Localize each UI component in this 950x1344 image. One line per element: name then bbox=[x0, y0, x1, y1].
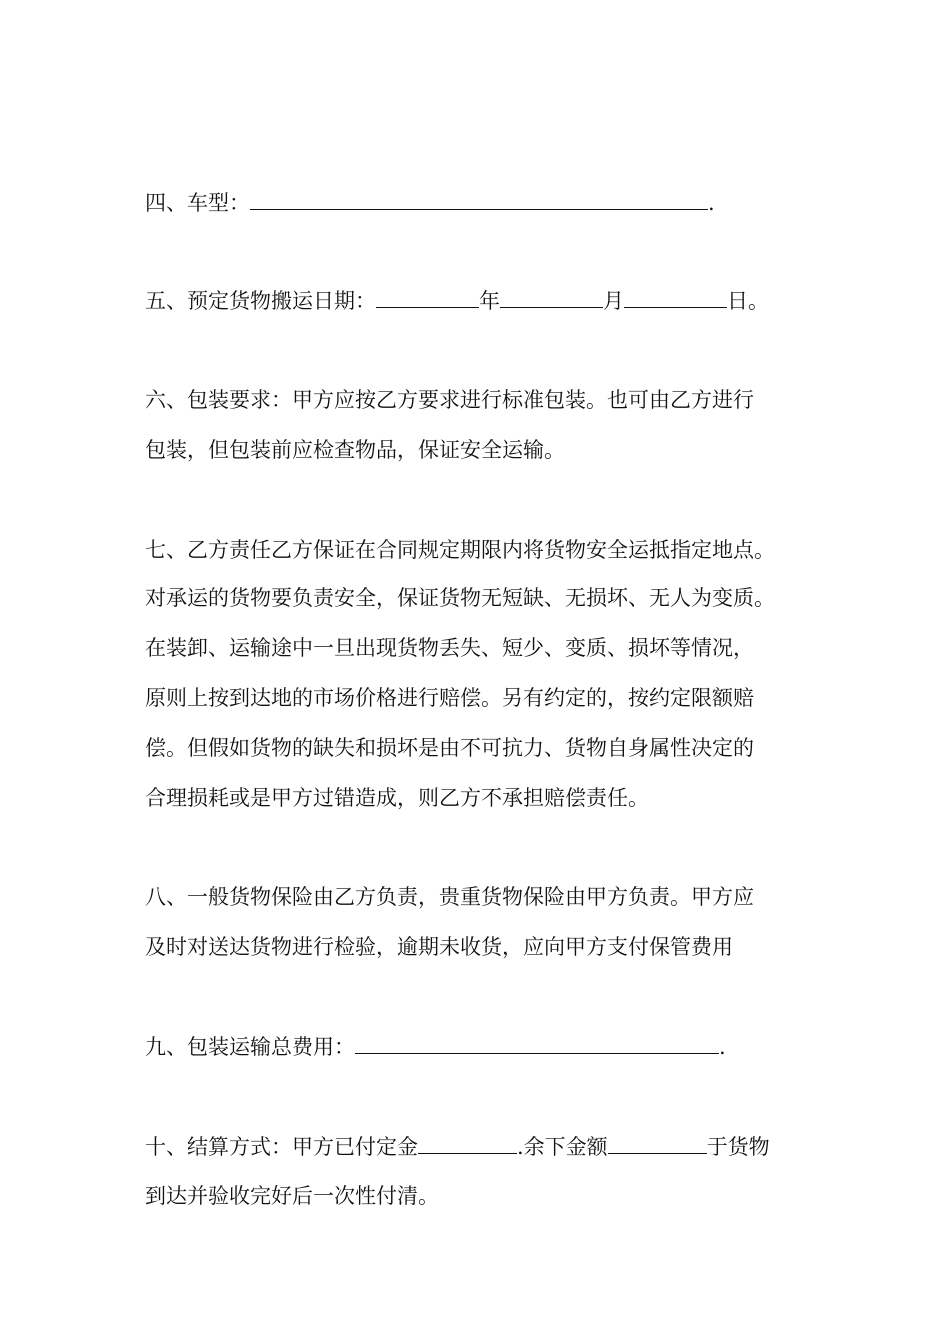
section-7-line-5: 偿。但假如货物的缺失和损坏是由不可抗力、货物自身属性决定的 bbox=[145, 736, 754, 760]
section-4-suffix: . bbox=[708, 191, 715, 215]
day-label: 日。 bbox=[727, 289, 769, 313]
section-9-suffix: . bbox=[719, 1035, 726, 1059]
section-7-line-4: 原则上按到达地的市场价格进行赔偿。另有约定的，按约定限额赔 bbox=[145, 686, 754, 710]
total-cost-blank bbox=[355, 1033, 719, 1054]
section-9-label: 九、包装运输总费用： bbox=[145, 1035, 355, 1059]
section-7-line-6: 合理损耗或是甲方过错造成，则乙方不承担赔偿责任。 bbox=[145, 786, 649, 810]
section-7-line-2: 对承运的货物要负责安全，保证货物无短缺、无损坏、无人为变质。 bbox=[145, 586, 775, 610]
section-6-line-2: 包装，但包装前应检查物品，保证安全运输。 bbox=[145, 438, 565, 462]
year-label: 年 bbox=[479, 289, 500, 313]
section-10-line-2: 到达并验收完好后一次性付清。 bbox=[145, 1184, 439, 1208]
section-8-line-2: 及时对送达货物进行检验，逾期未收货，应向甲方支付保管费用 bbox=[145, 935, 733, 959]
month-label: 月 bbox=[603, 289, 624, 313]
section-7-line-3: 在装卸、运输途中一旦出现货物丢失、短少、变质、损坏等情况， bbox=[145, 636, 754, 660]
day-blank bbox=[624, 287, 727, 308]
section-6-line-1: 六、包装要求：甲方应按乙方要求进行标准包装。也可由乙方进行 bbox=[145, 388, 754, 412]
deposit-blank bbox=[418, 1133, 517, 1154]
section-10-line-1 bbox=[145, 1132, 770, 1162]
section-4-label: 四、车型： bbox=[145, 191, 250, 215]
year-blank bbox=[376, 287, 479, 308]
vehicle-type-blank bbox=[250, 189, 708, 210]
section-10-label: 十、结算方式：甲方已付定金 bbox=[145, 1135, 418, 1159]
section-4-vehicle-type bbox=[145, 188, 715, 218]
section-10-tail: 于货物 bbox=[706, 1135, 770, 1159]
section-10-mid: .余下金额 bbox=[517, 1135, 608, 1159]
section-5-move-date bbox=[145, 286, 769, 316]
month-blank bbox=[500, 287, 603, 308]
section-5-label: 五、预定货物搬运日期： bbox=[145, 289, 376, 313]
section-9-total-cost bbox=[145, 1032, 726, 1062]
section-8-line-1: 八、一般货物保险由乙方负责，贵重货物保险由甲方负责。甲方应 bbox=[145, 885, 754, 909]
section-7-line-1: 七、乙方责任乙方保证在合同规定期限内将货物安全运抵指定地点。 bbox=[145, 538, 775, 562]
remaining-amount-blank bbox=[608, 1133, 707, 1154]
